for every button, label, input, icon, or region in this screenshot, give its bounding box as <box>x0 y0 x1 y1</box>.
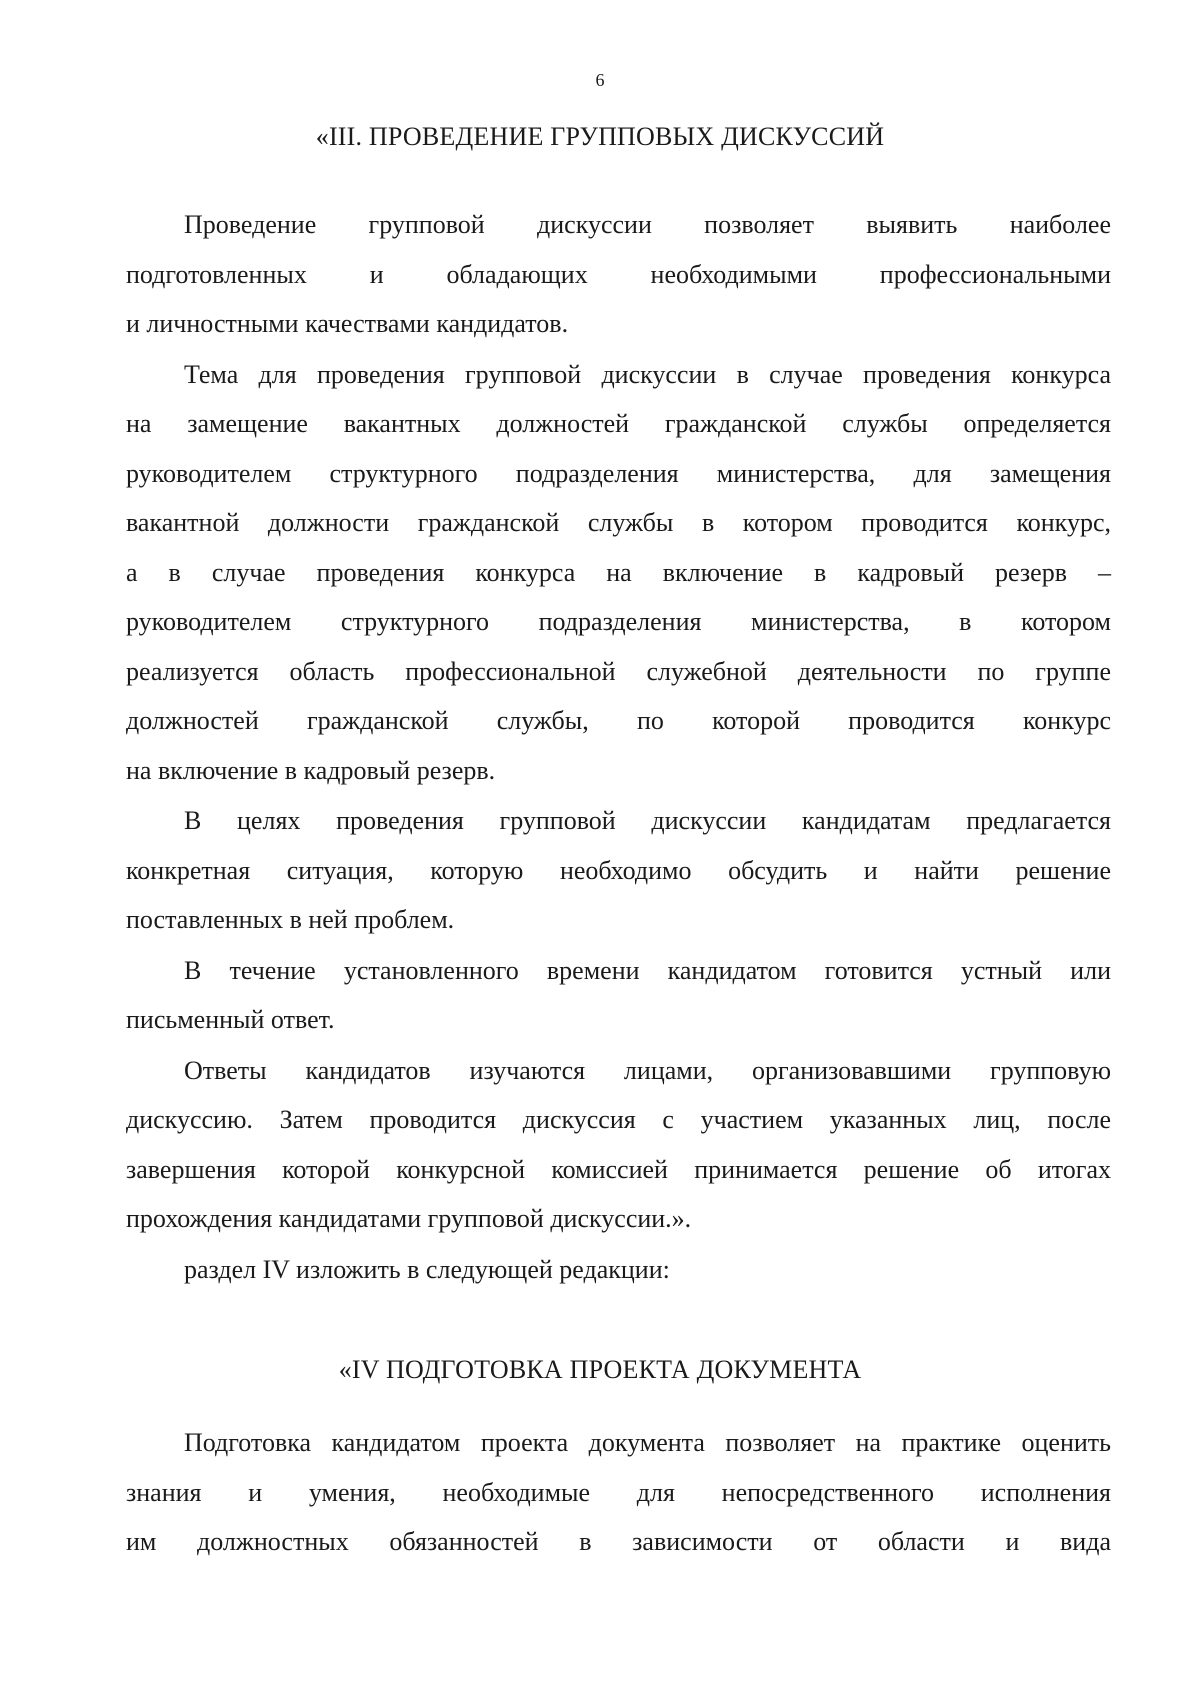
paragraph <box>126 1418 1111 1567</box>
text-line: поставленных в ней проблем. <box>126 905 455 934</box>
text-line: Тема для проведения групповой дискуссии в случае проведения конкурса <box>184 359 1111 389</box>
text-line: подготовленных и обладающих необходимыми профессиональными <box>126 259 1111 289</box>
text-line: Проведение групповой дискуссии позволяет выявить наиболее <box>184 210 1111 239</box>
text-line: Ответы кандидатов изучаются лицами, организовавшими групповую <box>184 1055 1111 1085</box>
text-line: руководителем структурного подразделения министерства, для замещения <box>126 458 1111 488</box>
text-line: должностей гражданской службы, по которой проводится конкурс <box>126 706 1111 735</box>
paragraph <box>126 1046 1111 1244</box>
paragraph <box>126 946 1111 1045</box>
text-line: на замещение вакантных должностей гражданской службы определяется <box>126 409 1111 438</box>
text-line: завершения которой конкурсной комиссией принимается решение об итогах <box>126 1154 1111 1184</box>
text-line: Подготовка кандидатом проекта документа позволяет на практике оценить <box>184 1428 1111 1457</box>
text-line: В целях проведения групповой дискуссии кандидатам предлагается <box>184 806 1111 835</box>
text-line: конкретная ситуация, которую необходимо обсудить и найти решение <box>126 855 1111 885</box>
section-4-title: «IV ПОДГОТОВКА ПРОЕКТА ДОКУМЕНТА <box>338 1355 862 1384</box>
text-line: вакантной должности гражданской службы в котором проводится конкурс, <box>126 508 1111 537</box>
text-line: а в случае проведения конкурса на включение в кадровый резерв – <box>126 557 1111 587</box>
paragraph <box>126 200 1111 349</box>
text-line: раздел IV изложить в следующей редакции: <box>184 1254 670 1284</box>
text-line: руководителем структурного подразделения министерства, в котором <box>126 607 1111 636</box>
page-number: 6 <box>595 70 605 90</box>
section-3-title: «III. ПРОВЕДЕНИЕ ГРУППОВЫХ ДИСКУССИЙ <box>315 122 885 151</box>
section-4-body <box>126 1418 1111 1567</box>
paragraph <box>126 350 1111 796</box>
text-line: письменный ответ. <box>126 1005 335 1034</box>
paragraph <box>126 1245 1111 1295</box>
text-line: знания и умения, необходимые для непосредственного исполнения <box>126 1477 1111 1507</box>
text-line: и личностными качествами кандидатов. <box>126 309 569 338</box>
text-line: реализуется область профессиональной служебной деятельности по группе <box>126 656 1111 686</box>
text-line: им должностных обязанностей в зависимости от области и вида <box>126 1527 1111 1556</box>
text-line: В течение установленного времени кандидатом готовится устный или <box>184 955 1111 985</box>
text-line: на включение в кадровый резерв. <box>126 755 496 785</box>
text-line: дискуссию. Затем проводится дискуссия с участием указанных лиц, после <box>126 1105 1111 1134</box>
text-line: прохождения кандидатами групповой дискуссии.». <box>126 1204 692 1233</box>
paragraph <box>126 796 1111 945</box>
section-3-body <box>126 200 1111 1294</box>
